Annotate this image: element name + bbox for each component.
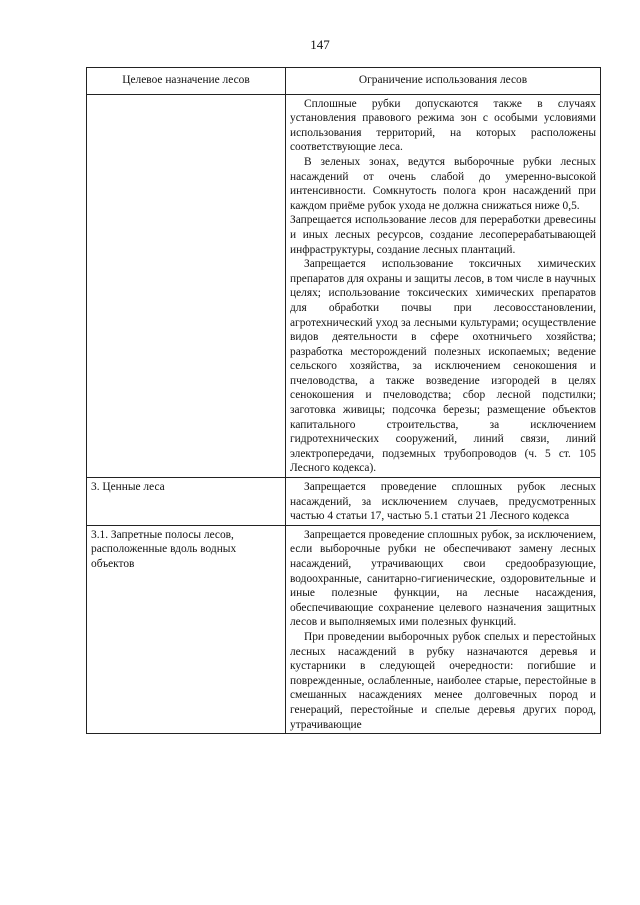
restriction-paragraph: При проведении выборочных рубок спелых и перестойных лесных насаждений в рубку назначаются деревья и кустарники в следующей очередности: погибшие и поврежденные, ослабленные, наиболее старые, перестойные в смешанных насаждениях менее долговечных пород и генераций, перестойные и спелые деревья других пород, утрачивающие [290,630,596,731]
table-row [87,478,601,526]
restriction-paragraph: Запрещается проведение сплошных рубок, за исключением, если выборочные рубки не обеспечивают замену лесных насаждений, утрачивающих свои средообразующие, водоохранные, санитарно-гигиенические, оздоровительные и иные полезные функции, на лесные насаждения, обеспечивающие сохранение целевого назначения защитных лесов и выполняемых ими полезных функций. [290,528,596,629]
header-usage-restriction: Ограничение использования лесов [286,68,601,95]
usage-restriction-cell [286,94,601,477]
restriction-paragraph: В зеленых зонах, ведутся выборочные рубки лесных насаждений от очень слабой до умеренно-высокой интенсивности. Сомкнутость полога крон насаждений при каждом приёме рубок ухода не должна снижаться ниже 0,5. [290,155,596,212]
forest-purpose-cell [87,94,286,477]
table-row [87,94,601,477]
usage-restriction-cell [286,478,601,526]
forest-purpose-cell: 3.1. Запретные полосы лесов, расположенные вдоль водных объектов [87,525,286,733]
header-forest-purpose: Целевое назначение лесов [87,68,286,95]
page-number: 147 [310,37,330,52]
restriction-paragraph: Запрещается использование лесов для переработки древесины и иных лесных ресурсов, создание лесоперерабатывающей инфраструктуры, создание лесных плантаций. [290,214,596,256]
restriction-paragraph: Запрещается использование токсичных химических препаратов для охраны и защиты лесов, в том числе в научных целях; использование токсических химических препаратов для обработки почвы при лесовосстановлении, агротехнический уход за лесными культурами; осуществление видов деятельности в сфере охотничьего хозяйства; разработка месторождений полезных ископаемых; ведение сельского хозяйства, за исключением сенокошения и пчеловодства, а также возведение изгородей в целях сенокошения и пчеловодства; сбор лесной подстилки; заготовка живицы; подсочка березы; размещение объектов капитального строительства, за исключением гидротехнических сооружений, линий связи, линий электропередачи, подземных трубопроводов (ч. 5 ст. 105 Лесного кодекса). [290,258,596,475]
table-row [87,525,601,733]
forest-purpose-cell: 3. Ценные леса [87,478,286,526]
table-header-row [87,68,601,95]
forest-restrictions-table [86,67,601,734]
usage-restriction-cell [286,525,601,733]
restriction-paragraph: Сплошные рубки допускаются также в случаях установления правового режима зон с особыми условиями использования территорий, на которых расположены соответствующие леса. [290,97,596,154]
restriction-paragraph: Запрещается проведение сплошных рубок лесных насаждений, за исключением случаев, предусмотренных частью 4 статьи 17, частью 5.1 статьи 21 Лесного кодекса [290,481,596,523]
